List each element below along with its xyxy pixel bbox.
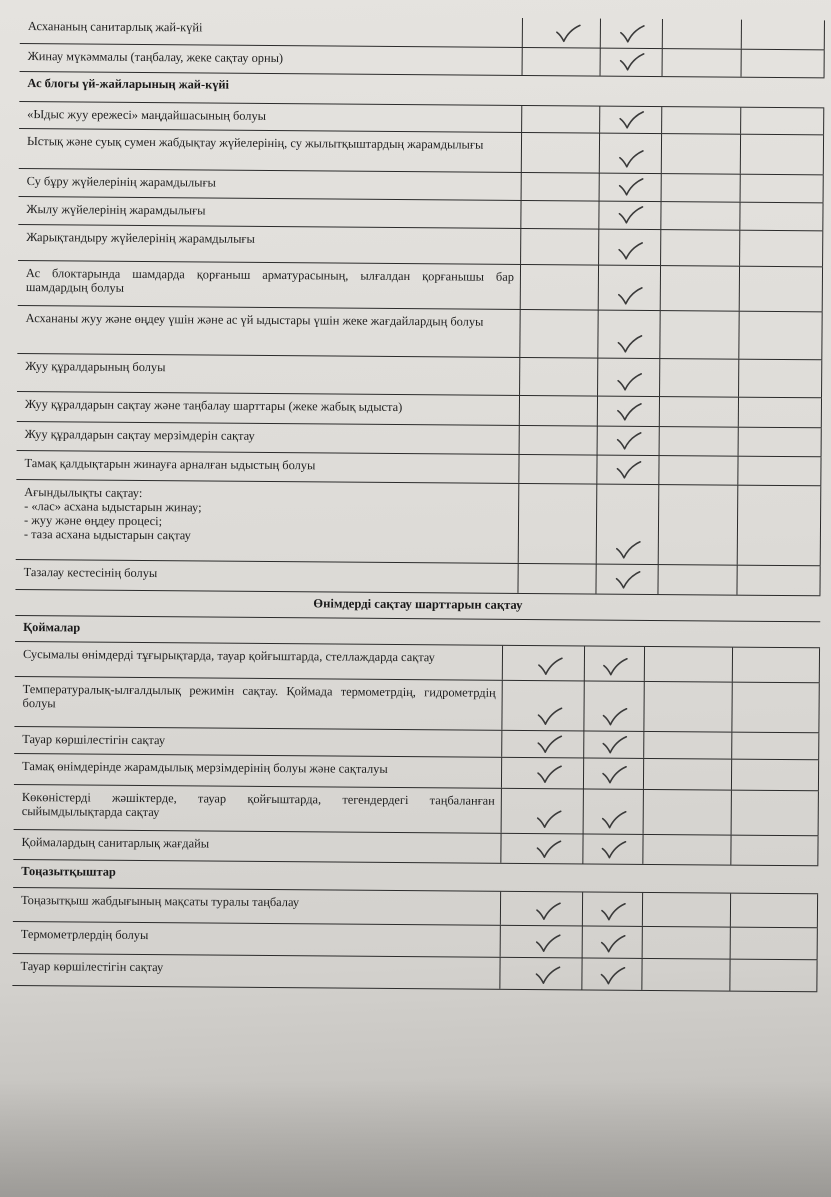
mark-cell-4 bbox=[742, 20, 825, 50]
mark-cell-4 bbox=[739, 398, 822, 428]
criterion-text: Жарықтандыру жүйелерінің жарамдылығы bbox=[18, 225, 521, 264]
criterion-line: - «лас» асхана ыдыстарын жинау; bbox=[24, 499, 202, 515]
mark-cell-4 bbox=[731, 836, 818, 866]
criterion-text: «Ыдыс жуу ережесі» маңдайшасының болуы bbox=[19, 102, 522, 132]
table-row bbox=[18, 261, 823, 312]
mark-cell-4 bbox=[731, 894, 818, 928]
mark-cell-3 bbox=[660, 359, 739, 397]
criterion-text: Тоңазытқыш жабдығының мақсаты туралы таңбалау bbox=[13, 888, 501, 925]
mark-cell-3 bbox=[663, 49, 742, 77]
section-title: Ас блогы үй-жайларының жай-күйі bbox=[27, 76, 230, 92]
mark-cell-2 bbox=[600, 107, 662, 133]
mark-cell-1 bbox=[500, 958, 582, 990]
mark-cell-2 bbox=[584, 731, 644, 757]
mark-cell-1 bbox=[501, 926, 583, 958]
check-mark-icon bbox=[599, 933, 627, 955]
criterion-text: Асхананы жуу және өңдеу үшін және ас үй ыдыстары үшін жеке жағдайлардың болуы bbox=[17, 306, 520, 357]
check-mark-icon bbox=[615, 401, 643, 423]
mark-cell-2 bbox=[598, 427, 660, 455]
check-mark-icon bbox=[600, 809, 628, 831]
mark-cell-1 bbox=[523, 48, 601, 76]
mark-cell-2 bbox=[583, 834, 643, 863]
mark-cell-4 bbox=[732, 760, 819, 791]
mark-cell-1 bbox=[520, 426, 598, 455]
mark-cell-2 bbox=[601, 19, 663, 48]
check-mark-icon bbox=[599, 901, 627, 923]
mark-cell-1 bbox=[520, 396, 598, 426]
criterion-text: Сусымалы өнімдерді тұғырықтарда, тауар қойғыштарда, стеллаждарда сақтау bbox=[15, 642, 503, 680]
mark-cell-1 bbox=[502, 731, 584, 758]
mark-cell-1 bbox=[501, 834, 583, 864]
mark-cell-4 bbox=[731, 928, 818, 960]
criterion-text: Асхананың санитарлық жай-күйі bbox=[20, 14, 523, 47]
criterion-text: Жылу жүйелерінің жарамдылығы bbox=[18, 197, 521, 228]
checklist-table bbox=[12, 14, 825, 1090]
check-mark-icon bbox=[534, 932, 562, 954]
mark-cell-3 bbox=[659, 485, 739, 565]
criterion-text bbox=[16, 480, 520, 563]
check-mark-icon bbox=[616, 204, 644, 226]
mark-cell-3 bbox=[645, 647, 733, 682]
mark-cell-2 bbox=[601, 49, 663, 76]
table-row bbox=[17, 354, 822, 398]
check-mark-icon bbox=[600, 764, 628, 786]
mark-cell-2 bbox=[585, 646, 645, 680]
mark-cell-3 bbox=[662, 134, 741, 174]
check-mark-icon bbox=[615, 371, 643, 393]
criterion-line: - таза асхана ыдыстарын сақтау bbox=[23, 527, 191, 543]
criterion-text: Температуралық-ылғалдылық режимін сақтау. Қоймада термометрдің, гидрометрдің болуы bbox=[14, 677, 502, 730]
mark-cell-4 bbox=[732, 683, 819, 733]
mark-cell-2 bbox=[583, 892, 643, 925]
check-mark-icon bbox=[601, 656, 629, 678]
page-shadow bbox=[0, 1080, 831, 1197]
criterion-text: Ыстық және суық сумен жабдықтау жүйелерінің, су жылытқыштардың жарамдылығы bbox=[19, 129, 522, 172]
mark-cell-4 bbox=[733, 648, 820, 683]
check-mark-icon bbox=[616, 285, 644, 307]
check-mark-icon bbox=[535, 705, 563, 727]
mark-cell-3 bbox=[644, 759, 732, 790]
check-mark-icon bbox=[534, 900, 562, 922]
table-row bbox=[12, 954, 817, 992]
check-mark-icon bbox=[618, 51, 646, 73]
criterion-line: Ағындылықты сақтау: bbox=[24, 485, 143, 500]
criterion-text: Тауар көршілестігін сақтау bbox=[14, 727, 502, 757]
mark-cell-2 bbox=[596, 565, 658, 594]
mark-cell-1 bbox=[522, 173, 600, 201]
mark-cell-1 bbox=[522, 133, 600, 173]
mark-cell-1 bbox=[502, 758, 584, 789]
mark-cell-2 bbox=[598, 359, 660, 396]
criterion-text: Тамақ қалдықтарын жинауға арналған ыдыстың болуы bbox=[16, 451, 519, 483]
check-mark-icon bbox=[535, 808, 563, 830]
mark-cell-4 bbox=[742, 50, 825, 78]
mark-cell-4 bbox=[741, 108, 824, 135]
table-row bbox=[14, 785, 819, 836]
criterion-text: Жуу құралдарын сақтау мерзімдерін сақтау bbox=[17, 422, 520, 454]
criterion-text: Ас блоктарында шамдарда қорғаныш арматурасының, ылғалдан қорғанышы бар шамдардың болуы bbox=[18, 261, 521, 309]
check-mark-icon bbox=[533, 964, 561, 986]
check-mark-icon bbox=[615, 430, 643, 452]
mark-cell-1 bbox=[501, 892, 583, 926]
mark-cell-4 bbox=[738, 486, 822, 566]
check-mark-icon bbox=[616, 240, 644, 262]
section-title: Қоймалар bbox=[23, 620, 81, 635]
criterion-text: Термометрлердің болуы bbox=[13, 922, 501, 957]
check-mark-icon bbox=[536, 655, 564, 677]
mark-cell-3 bbox=[661, 202, 740, 230]
check-mark-icon bbox=[535, 763, 563, 785]
criterion-text: Тауар көршілестігін сақтау bbox=[12, 954, 500, 989]
table-row bbox=[17, 306, 822, 360]
mark-cell-4 bbox=[739, 360, 822, 398]
table-row bbox=[19, 129, 824, 175]
mark-cell-4 bbox=[739, 312, 822, 360]
mark-cell-3 bbox=[660, 427, 739, 456]
section-title: Тоңазытқыштар bbox=[21, 864, 116, 879]
mark-cell-3 bbox=[644, 790, 732, 835]
mark-cell-2 bbox=[600, 174, 662, 201]
mark-cell-3 bbox=[658, 565, 737, 595]
mark-cell-2 bbox=[583, 926, 643, 957]
mark-cell-3 bbox=[644, 682, 732, 732]
check-mark-icon bbox=[613, 569, 641, 591]
mark-cell-2 bbox=[599, 230, 661, 265]
mark-cell-4 bbox=[740, 267, 823, 312]
check-mark-icon bbox=[599, 839, 627, 861]
check-mark-icon bbox=[535, 733, 563, 755]
mark-cell-1 bbox=[522, 106, 600, 133]
mark-cell-1 bbox=[520, 358, 598, 396]
check-mark-icon bbox=[617, 176, 645, 198]
mark-cell-3 bbox=[661, 266, 740, 311]
mark-cell-3 bbox=[660, 311, 739, 359]
check-mark-icon bbox=[617, 148, 645, 170]
mark-cell-1 bbox=[521, 201, 599, 229]
mark-cell-4 bbox=[739, 428, 822, 457]
mark-cell-4 bbox=[730, 960, 817, 992]
mark-cell-3 bbox=[643, 893, 731, 927]
mark-cell-2 bbox=[600, 134, 662, 173]
mark-cell-4 bbox=[738, 457, 821, 486]
check-mark-icon bbox=[598, 965, 626, 987]
criterion-text: Жуу құралдарының болуы bbox=[17, 354, 520, 395]
check-mark-icon bbox=[554, 22, 582, 44]
check-mark-icon bbox=[614, 459, 642, 481]
mark-cell-3 bbox=[662, 174, 741, 202]
mark-cell-2 bbox=[598, 311, 660, 358]
mark-cell-3 bbox=[643, 835, 731, 865]
mark-cell-1 bbox=[519, 455, 597, 484]
mark-cell-1 bbox=[502, 789, 584, 834]
criterion-text: Жуу құралдарын сақтау және таңбалау шарттары (жеке жабық ыдыста) bbox=[17, 392, 520, 425]
check-mark-icon bbox=[600, 706, 628, 728]
mark-cell-4 bbox=[737, 566, 820, 596]
mark-cell-3 bbox=[643, 927, 731, 959]
mark-cell-3 bbox=[644, 732, 732, 759]
mark-cell-2 bbox=[598, 397, 660, 426]
table-row bbox=[14, 677, 819, 733]
criterion-text: Тамақ өнімдерінде жарамдылық мерзімдерінің болуы және сақталуы bbox=[14, 754, 502, 788]
check-mark-icon bbox=[534, 838, 562, 860]
mark-cell-4 bbox=[732, 733, 819, 760]
mark-cell-2 bbox=[597, 456, 659, 484]
mark-cell-3 bbox=[660, 397, 739, 427]
mark-cell-4 bbox=[740, 203, 823, 231]
criterion-text: Көкөністерді жәшіктерде, тауар қойғыштарда, тегендердегі таңбаланған сыйымдылықтарда сақтау bbox=[14, 785, 502, 833]
criterion-line: - жуу және өңдеу процесі; bbox=[23, 513, 163, 529]
mark-cell-1 bbox=[523, 18, 601, 48]
check-mark-icon bbox=[615, 333, 643, 355]
mark-cell-4 bbox=[740, 231, 823, 267]
mark-cell-1 bbox=[521, 265, 599, 310]
mark-cell-4 bbox=[741, 135, 824, 175]
mark-cell-2 bbox=[584, 681, 644, 730]
mark-cell-3 bbox=[642, 959, 730, 991]
mark-cell-4 bbox=[741, 175, 824, 203]
check-mark-icon bbox=[618, 23, 646, 45]
mark-cell-3 bbox=[662, 107, 741, 134]
mark-cell-1 bbox=[502, 681, 584, 731]
mark-cell-1 bbox=[518, 564, 596, 594]
mark-cell-2 bbox=[582, 958, 642, 989]
section-title: Өнімдерді сақтау шарттарын сақтау bbox=[313, 596, 523, 612]
mark-cell-2 bbox=[599, 202, 661, 229]
mark-cell-1 bbox=[520, 310, 598, 358]
check-mark-icon bbox=[617, 109, 645, 131]
table-row bbox=[16, 480, 822, 566]
mark-cell-1 bbox=[503, 646, 585, 681]
criterion-text: Қоймалардың санитарлық жағдайы bbox=[13, 830, 501, 863]
mark-cell-2 bbox=[584, 758, 644, 788]
check-mark-icon bbox=[614, 539, 642, 561]
check-mark-icon bbox=[600, 734, 628, 756]
mark-cell-2 bbox=[599, 266, 661, 310]
mark-cell-4 bbox=[732, 791, 819, 836]
mark-cell-3 bbox=[659, 456, 738, 485]
criterion-text: Су бұру жүйелерінің жарамдылығы bbox=[19, 169, 522, 200]
criterion-text: Жинау мүкәммалы (таңбалау, жеке сақтау орны) bbox=[20, 44, 523, 75]
mark-cell-3 bbox=[663, 19, 742, 49]
mark-cell-3 bbox=[661, 230, 740, 266]
mark-cell-2 bbox=[597, 485, 660, 564]
mark-cell-1 bbox=[521, 229, 599, 265]
criterion-text: Тазалау кестесінің болуы bbox=[15, 560, 518, 593]
mark-cell-2 bbox=[584, 789, 644, 833]
mark-cell-1 bbox=[519, 484, 598, 564]
